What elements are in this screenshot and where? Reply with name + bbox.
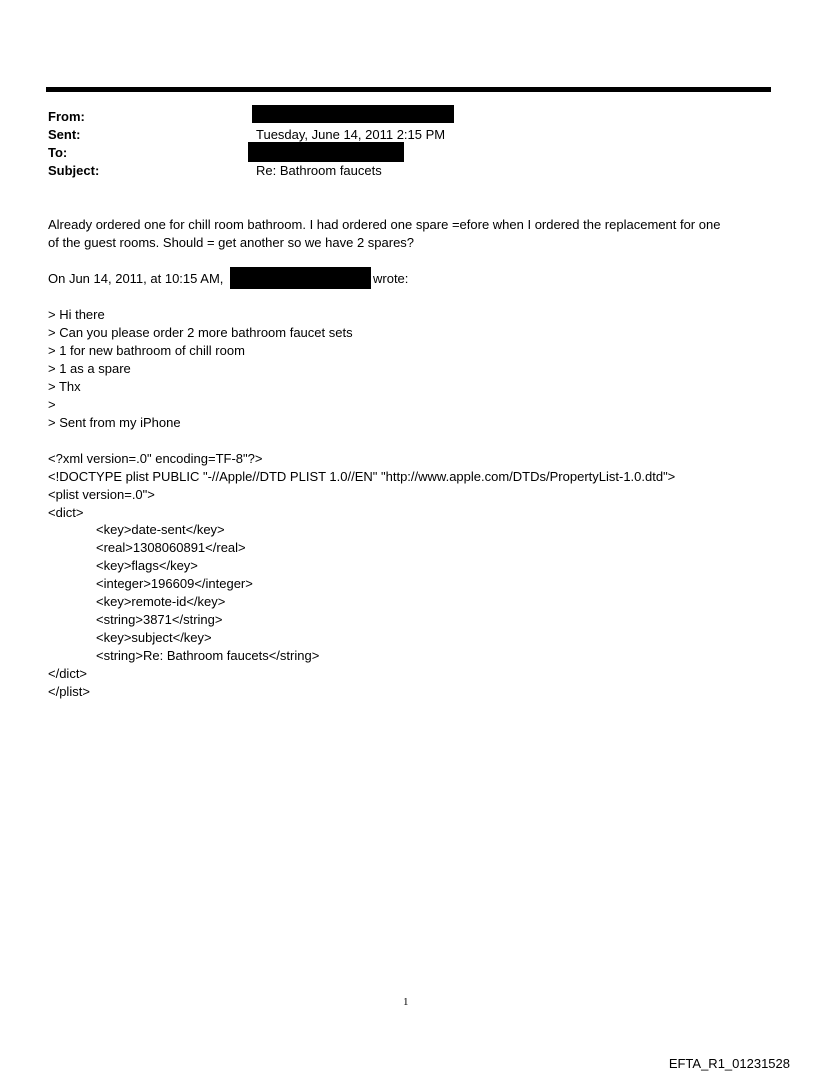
message-line-1: Already ordered one for chill room bathroom. I had ordered one spare =efore when I ordered the replacement for one	[48, 217, 721, 232]
quoted-line: > 1 for new bathroom of chill room	[48, 343, 245, 358]
sent-value: Tuesday, June 14, 2011 2:15 PM	[256, 127, 446, 142]
xml-declaration: <?xml version=.0" encoding=TF-8"?>	[48, 451, 263, 466]
plist-entry: <key>subject</key>	[96, 630, 212, 645]
quoted-line: > 1 as a spare	[48, 361, 131, 376]
plist-open-tag: <plist version=.0">	[48, 487, 155, 502]
sent-label: Sent:	[48, 127, 81, 142]
plist-entry: <string>3871</string>	[96, 612, 223, 627]
bates-number: EFTA_R1_01231528	[668, 1056, 790, 1071]
wrote-prefix: On Jun 14, 2011, at 10:15 AM,	[48, 271, 224, 286]
subject-label: Subject:	[48, 163, 100, 178]
dict-open-tag: <dict>	[48, 505, 84, 520]
quoted-line: >	[48, 397, 56, 412]
sender-redaction	[230, 267, 371, 289]
plist-entry: <integer>196609</integer>	[96, 576, 253, 591]
from-redaction	[252, 105, 454, 123]
header-rule	[46, 87, 771, 92]
subject-value: Re: Bathroom faucets	[256, 163, 382, 178]
to-label: To:	[48, 145, 68, 160]
quoted-line: > Thx	[48, 379, 81, 394]
to-redaction	[248, 142, 404, 162]
plist-entry: <string>Re: Bathroom faucets</string>	[96, 648, 320, 663]
from-label: From:	[48, 109, 85, 124]
wrote-suffix: wrote:	[373, 271, 409, 286]
plist-entry: <key>date-sent</key>	[96, 522, 225, 537]
message-line-2: of the guest rooms. Should = get another so we have 2 spares?	[48, 235, 415, 250]
doctype-line: <!DOCTYPE plist PUBLIC "-//Apple//DTD PLIST 1.0//EN" "http://www.apple.com/DTDs/PropertyList-1.0.dtd">	[48, 469, 676, 484]
quoted-line: > Can you please order 2 more bathroom faucet sets	[48, 325, 353, 340]
plist-close-tag: </plist>	[48, 684, 90, 699]
plist-entry: <key>remote-id</key>	[96, 594, 226, 609]
quoted-line: > Sent from my iPhone	[48, 415, 181, 430]
plist-entry: <real>1308060891</real>	[96, 540, 246, 555]
plist-entry: <key>flags</key>	[96, 558, 198, 573]
page-number: 1	[403, 996, 409, 1008]
quoted-line: > Hi there	[48, 307, 105, 322]
dict-close-tag: </dict>	[48, 666, 88, 681]
